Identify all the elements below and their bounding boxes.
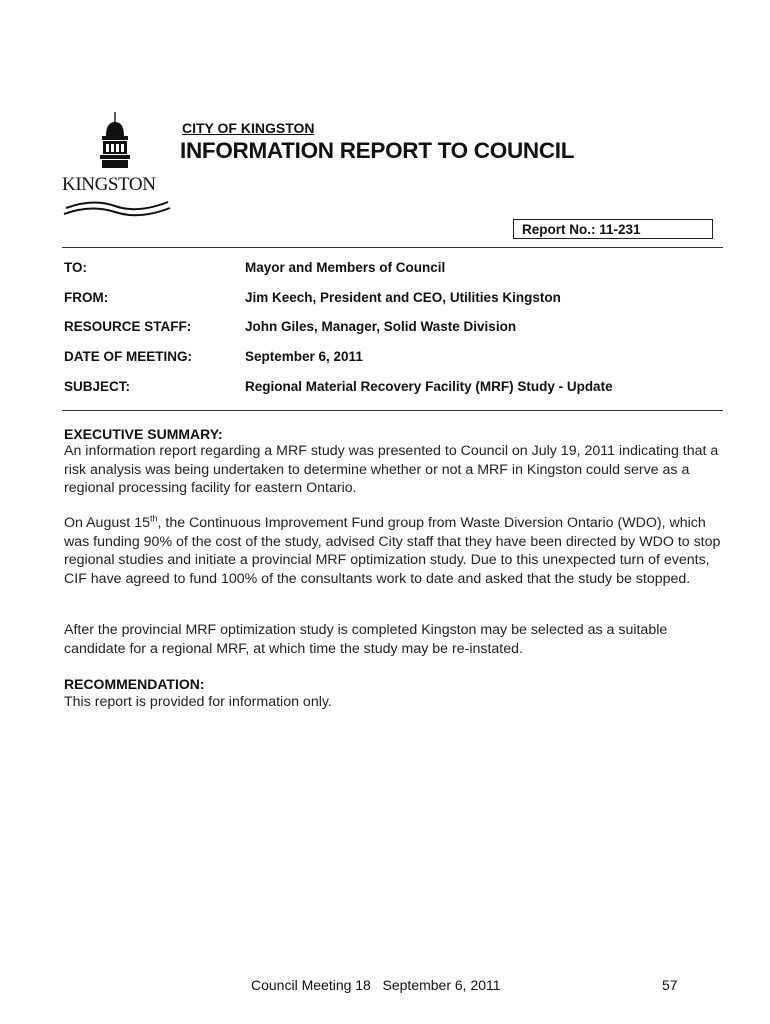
header-divider bbox=[62, 247, 723, 248]
summary-paragraph-2 bbox=[64, 514, 724, 589]
footer-meeting-info: Council Meeting 18 September 6, 2011 bbox=[251, 977, 501, 993]
recommendation-heading: RECOMMENDATION: bbox=[64, 676, 205, 692]
logo-wordmark: KINGSTON bbox=[62, 174, 156, 195]
resource-staff-value: John Giles, Manager, Solid Waste Division bbox=[245, 319, 517, 334]
meeting-date-label: DATE OF MEETING: bbox=[64, 349, 192, 364]
subject-value: Regional Material Recovery Facility (MRF) Study - Update bbox=[245, 379, 613, 394]
report-title: INFORMATION REPORT TO COUNCIL bbox=[180, 138, 575, 163]
organization-name: CITY OF KINGSTON bbox=[182, 120, 315, 136]
subject-label: SUBJECT: bbox=[64, 379, 131, 394]
executive-summary-heading: EXECUTIVE SUMMARY: bbox=[64, 426, 223, 442]
recommendation-text: This report is provided for information only. bbox=[64, 694, 332, 710]
summary-paragraph-3: After the provincial MRF optimization study is completed Kingston may be selected as a suitable candidate for a regional MRF, at which time the study may be re-instated. bbox=[64, 622, 668, 657]
summary-p2-superscript: th bbox=[149, 513, 158, 524]
page-number: 57 bbox=[662, 977, 678, 993]
from-value: Jim Keech, President and CEO, Utilities Kingston bbox=[245, 290, 561, 305]
from-label: FROM: bbox=[64, 290, 109, 305]
memo-divider bbox=[62, 410, 723, 411]
resource-staff-label: RESOURCE STAFF: bbox=[64, 319, 192, 334]
report-number-box: Report No.: 11-231 bbox=[513, 219, 713, 239]
to-label: TO: bbox=[64, 260, 87, 275]
meeting-date-value: September 6, 2011 bbox=[245, 349, 363, 364]
city-logo bbox=[58, 110, 173, 222]
to-value: Mayor and Members of Council bbox=[245, 260, 446, 275]
summary-paragraph-1: An information report regarding a MRF study was presented to Council on July 19, 2011 indicating that a risk analysis was being undertaken to determine whether or not a MRF in Kingston could serve as a regional processing facility for eastern Ontario. bbox=[64, 443, 719, 497]
city-hall-dome-icon bbox=[58, 110, 173, 222]
summary-p2-start: On August 15 bbox=[64, 515, 150, 531]
summary-p2-rest: , the Continuous Improvement Fund group from Waste Diversion Ontario (WDO), which was funding 90% of the cost of the study, advised City staff that they have been directed by WDO to stop regional studies and initiate a provincial MRF optimization study. Due to this unexpected turn of events, CIF have agreed to fund 100% of the consultants work to date and asked that the study be stopped. bbox=[64, 515, 721, 588]
